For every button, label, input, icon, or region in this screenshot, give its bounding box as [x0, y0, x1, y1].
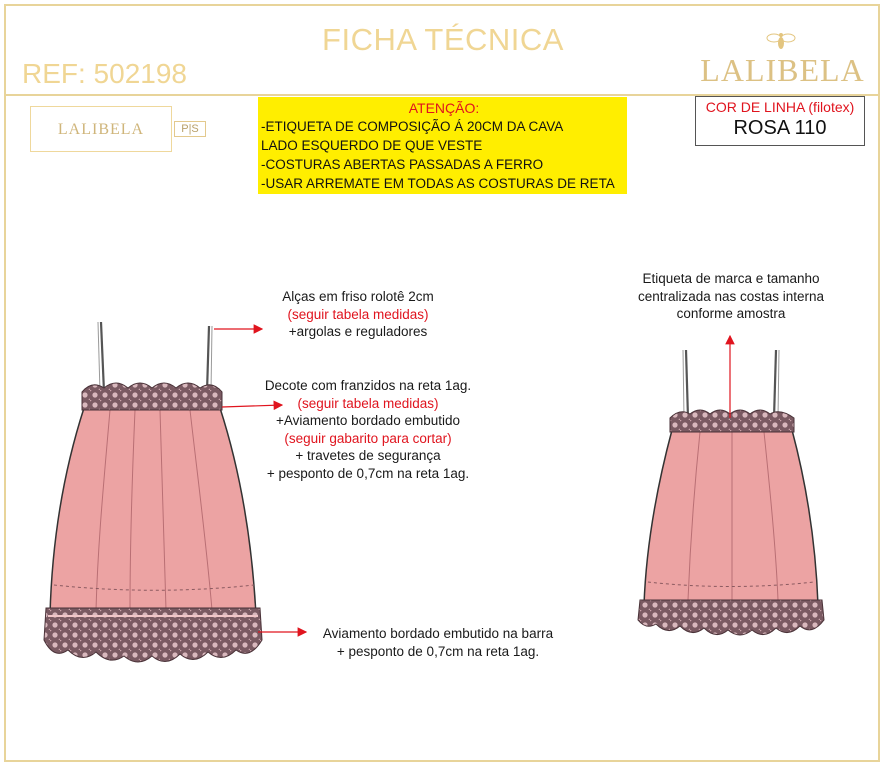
neckline-note-line: (seguir gabarito para cortar) — [284, 430, 452, 446]
attention-line: LADO ESQUERDO DE QUE VESTE — [261, 138, 483, 153]
front-strap-left-edge — [98, 322, 100, 392]
back-strap-left — [686, 350, 688, 418]
neckline-note-line: + travetes de segurança — [295, 448, 441, 463]
brand-logo: LALIBELA — [700, 52, 865, 88]
neckline-note — [240, 377, 496, 482]
neckline-note-line: +Aviamento bordado embutido — [275, 413, 460, 428]
attention-title: ATENÇÃO: — [408, 100, 480, 116]
back-strap-right — [774, 350, 776, 418]
size-label-tag: P|S — [174, 121, 206, 137]
front-strap-right — [207, 326, 209, 392]
thread-color-value: ROSA 110 — [733, 117, 827, 139]
brand-label-tag: LALIBELA — [30, 106, 172, 152]
back-label-note-line: centralizada nas costas interna — [637, 288, 825, 304]
front-view-garment — [44, 322, 262, 662]
back-body — [644, 430, 818, 605]
attention-line: -COSTURAS ABERTAS PASSADAS A FERRO — [261, 157, 544, 172]
back-strap-right-edge — [778, 350, 779, 418]
thread-color-label: COR DE LINHA (filotex) — [705, 99, 855, 115]
straps-note-line: Alças em friso rolotê 2cm — [282, 289, 434, 304]
back-hem-lace — [638, 600, 824, 635]
neckline-note-line: + pesponto de 0,7cm na reta 1ag. — [266, 465, 470, 481]
attention-line: -USAR ARREMATE EM TODAS AS COSTURAS DE RETA — [261, 176, 615, 191]
page-title: FICHA TÉCNICA — [322, 22, 564, 57]
back-strap-left-edge — [683, 350, 684, 418]
straps-note — [250, 288, 466, 341]
front-strap-left — [101, 322, 104, 392]
reference-number: REF: 502198 — [22, 58, 187, 89]
front-neckline-lace — [82, 383, 222, 410]
attention-line: -ETIQUETA DE COMPOSIÇÃO Á 20CM DA CAVA — [261, 119, 564, 134]
front-body — [50, 408, 256, 615]
back-label-note-line: Etiqueta de marca e tamanho — [642, 271, 820, 286]
hem-note — [306, 625, 570, 660]
back-view-garment — [638, 350, 824, 635]
straps-note-line: +argolas e reguladores — [288, 324, 428, 339]
front-strap-right-edge — [211, 326, 212, 392]
back-label-note-line: conforme amostra — [676, 306, 786, 321]
back-neckline-lace — [670, 410, 794, 432]
straps-note-line: (seguir tabela medidas) — [287, 306, 429, 322]
hem-note-line: Aviamento bordado embutido na barra — [322, 626, 554, 641]
back-label-note — [616, 270, 846, 323]
neckline-note-line: (seguir tabela medidas) — [297, 395, 439, 411]
neckline-note-line: Decote com franzidos na reta 1ag. — [264, 378, 472, 393]
hem-note-line: + pesponto de 0,7cm na reta 1ag. — [336, 643, 540, 659]
